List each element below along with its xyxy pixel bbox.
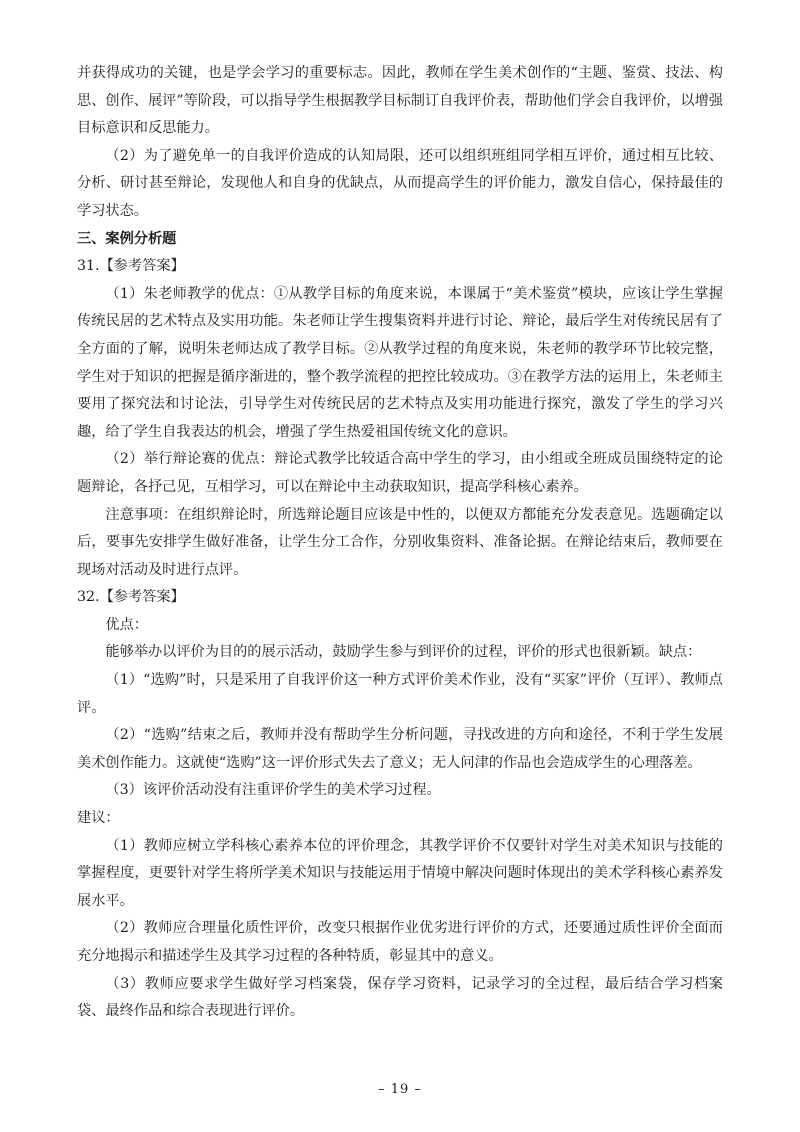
q32-suggestion-1: （1）教师应树立学科核心素养本位的评价理念，其教学评价不仅要针对学生对美术知识与技能的掌握程度，更要针对学生将所学美术知识与技能运用于情境中解决问题时体现出的美术学科核心素养发展水平。 [77, 837, 723, 909]
paragraph-peer-evaluation: （2）为了避免单一的自我评价造成的认知局限，还可以组织班组同学相互评价，通过相互比较、分析、研讨甚至辩论，发现他人和自身的优缺点，从而提高学生的评价能力，激发自信心，保持最佳的学习状态。 [77, 147, 723, 219]
question-32-label: 32.【参考答案】 [77, 589, 185, 606]
q32-drawback-3: （3）该评价活动没有注重评价学生的美术学习过程。 [105, 782, 441, 799]
page-number: – 19 – [378, 1082, 422, 1097]
q31-notes: 注意事项：在组织辩论时，所选辩论题目应该是中性的，以便双方都能充分发表意见。选题确定以后，要事先安排学生做好准备，让学生分工合作，分别收集资料、准备论据。在辩论结束后，教师要在现场对活动及时进行点评。 [77, 506, 723, 578]
question-31-label: 31.【参考答案】 [77, 258, 185, 275]
q32-advantages-label: 优点： [105, 616, 148, 633]
q32-advantages: 能够举办以评价为目的的展示活动，鼓励学生参与到评价的过程，评价的形式也很新颖。缺点： [105, 644, 702, 661]
q31-answer-part-2: （2）举行辩论赛的优点：辩论式教学比较适合高中学生的学习，由小组或全班成员围绕特定的论题辩论，各抒己见，互相学习，可以在辩论中主动获取知识，提高学科核心素养。 [77, 451, 723, 495]
q32-suggestion-2: （2）教师应合理量化质性评价，改变只根据作业优劣进行评价的方式，还要通过质性评价全面而充分地揭示和描述学生及其学习过程的各种特质，彰显其中的意义。 [77, 920, 723, 964]
document-page [77, 60, 723, 1026]
q32-suggestions-label: 建议： [77, 810, 120, 827]
q31-answer-part-1: （1）朱老师教学的优点：①从教学目标的角度来说，本课属于“美术鉴赏”模块，应该让学生掌握传统民居的艺术特点及实用功能。朱老师让学生搜集资料并进行讨论、辩论，最后学生对传统民居有了全方面的了解，说明朱老师达成了教学目标。②从教学过程的角度来说，朱老师的教学环节比较完整，学生对于知识的把握是循序渐进的，整个教学流程的把控比较成功。③在教学方法的运用上，朱老师主要用了探究法和讨论法，引导学生对传统民居的艺术特点及实用功能进行探究，激发了学生的学习兴趣，给了学生自我表达的机会，增强了学生热爱祖国传统文化的意识。 [77, 285, 723, 440]
section-heading-case-analysis: 三、案例分析题 [77, 230, 177, 247]
q32-suggestion-3: （3）教师应要求学生做好学习档案袋，保存学习资料，记录学习的全过程，最后结合学习档案袋、最终作品和综合表现进行评价。 [77, 975, 723, 1020]
q32-drawback-1: （1）“选购”时，只是采用了自我评价这一种方式评价美术作业，没有“买家”评价（互评）、教师点评。 [77, 672, 723, 716]
q32-drawback-2: （2）“选购”结束之后，教师并没有帮助学生分析问题，寻找改进的方向和途径，不利于学生发展美术创作能力。这就使“选购”这一评价形式失去了意义；无人问津的作品也会造成学生的心理落差。 [77, 727, 723, 771]
paragraph-continued: 并获得成功的关键，也是学会学习的重要标志。因此，教师在学生美术创作的“主题、鉴赏、技法、构思、创作、展评”等阶段，可以指导学生根据教学目标制订自我评价表，帮助他们学会自我评价，以增强目标意识和反思能力。 [77, 65, 723, 137]
